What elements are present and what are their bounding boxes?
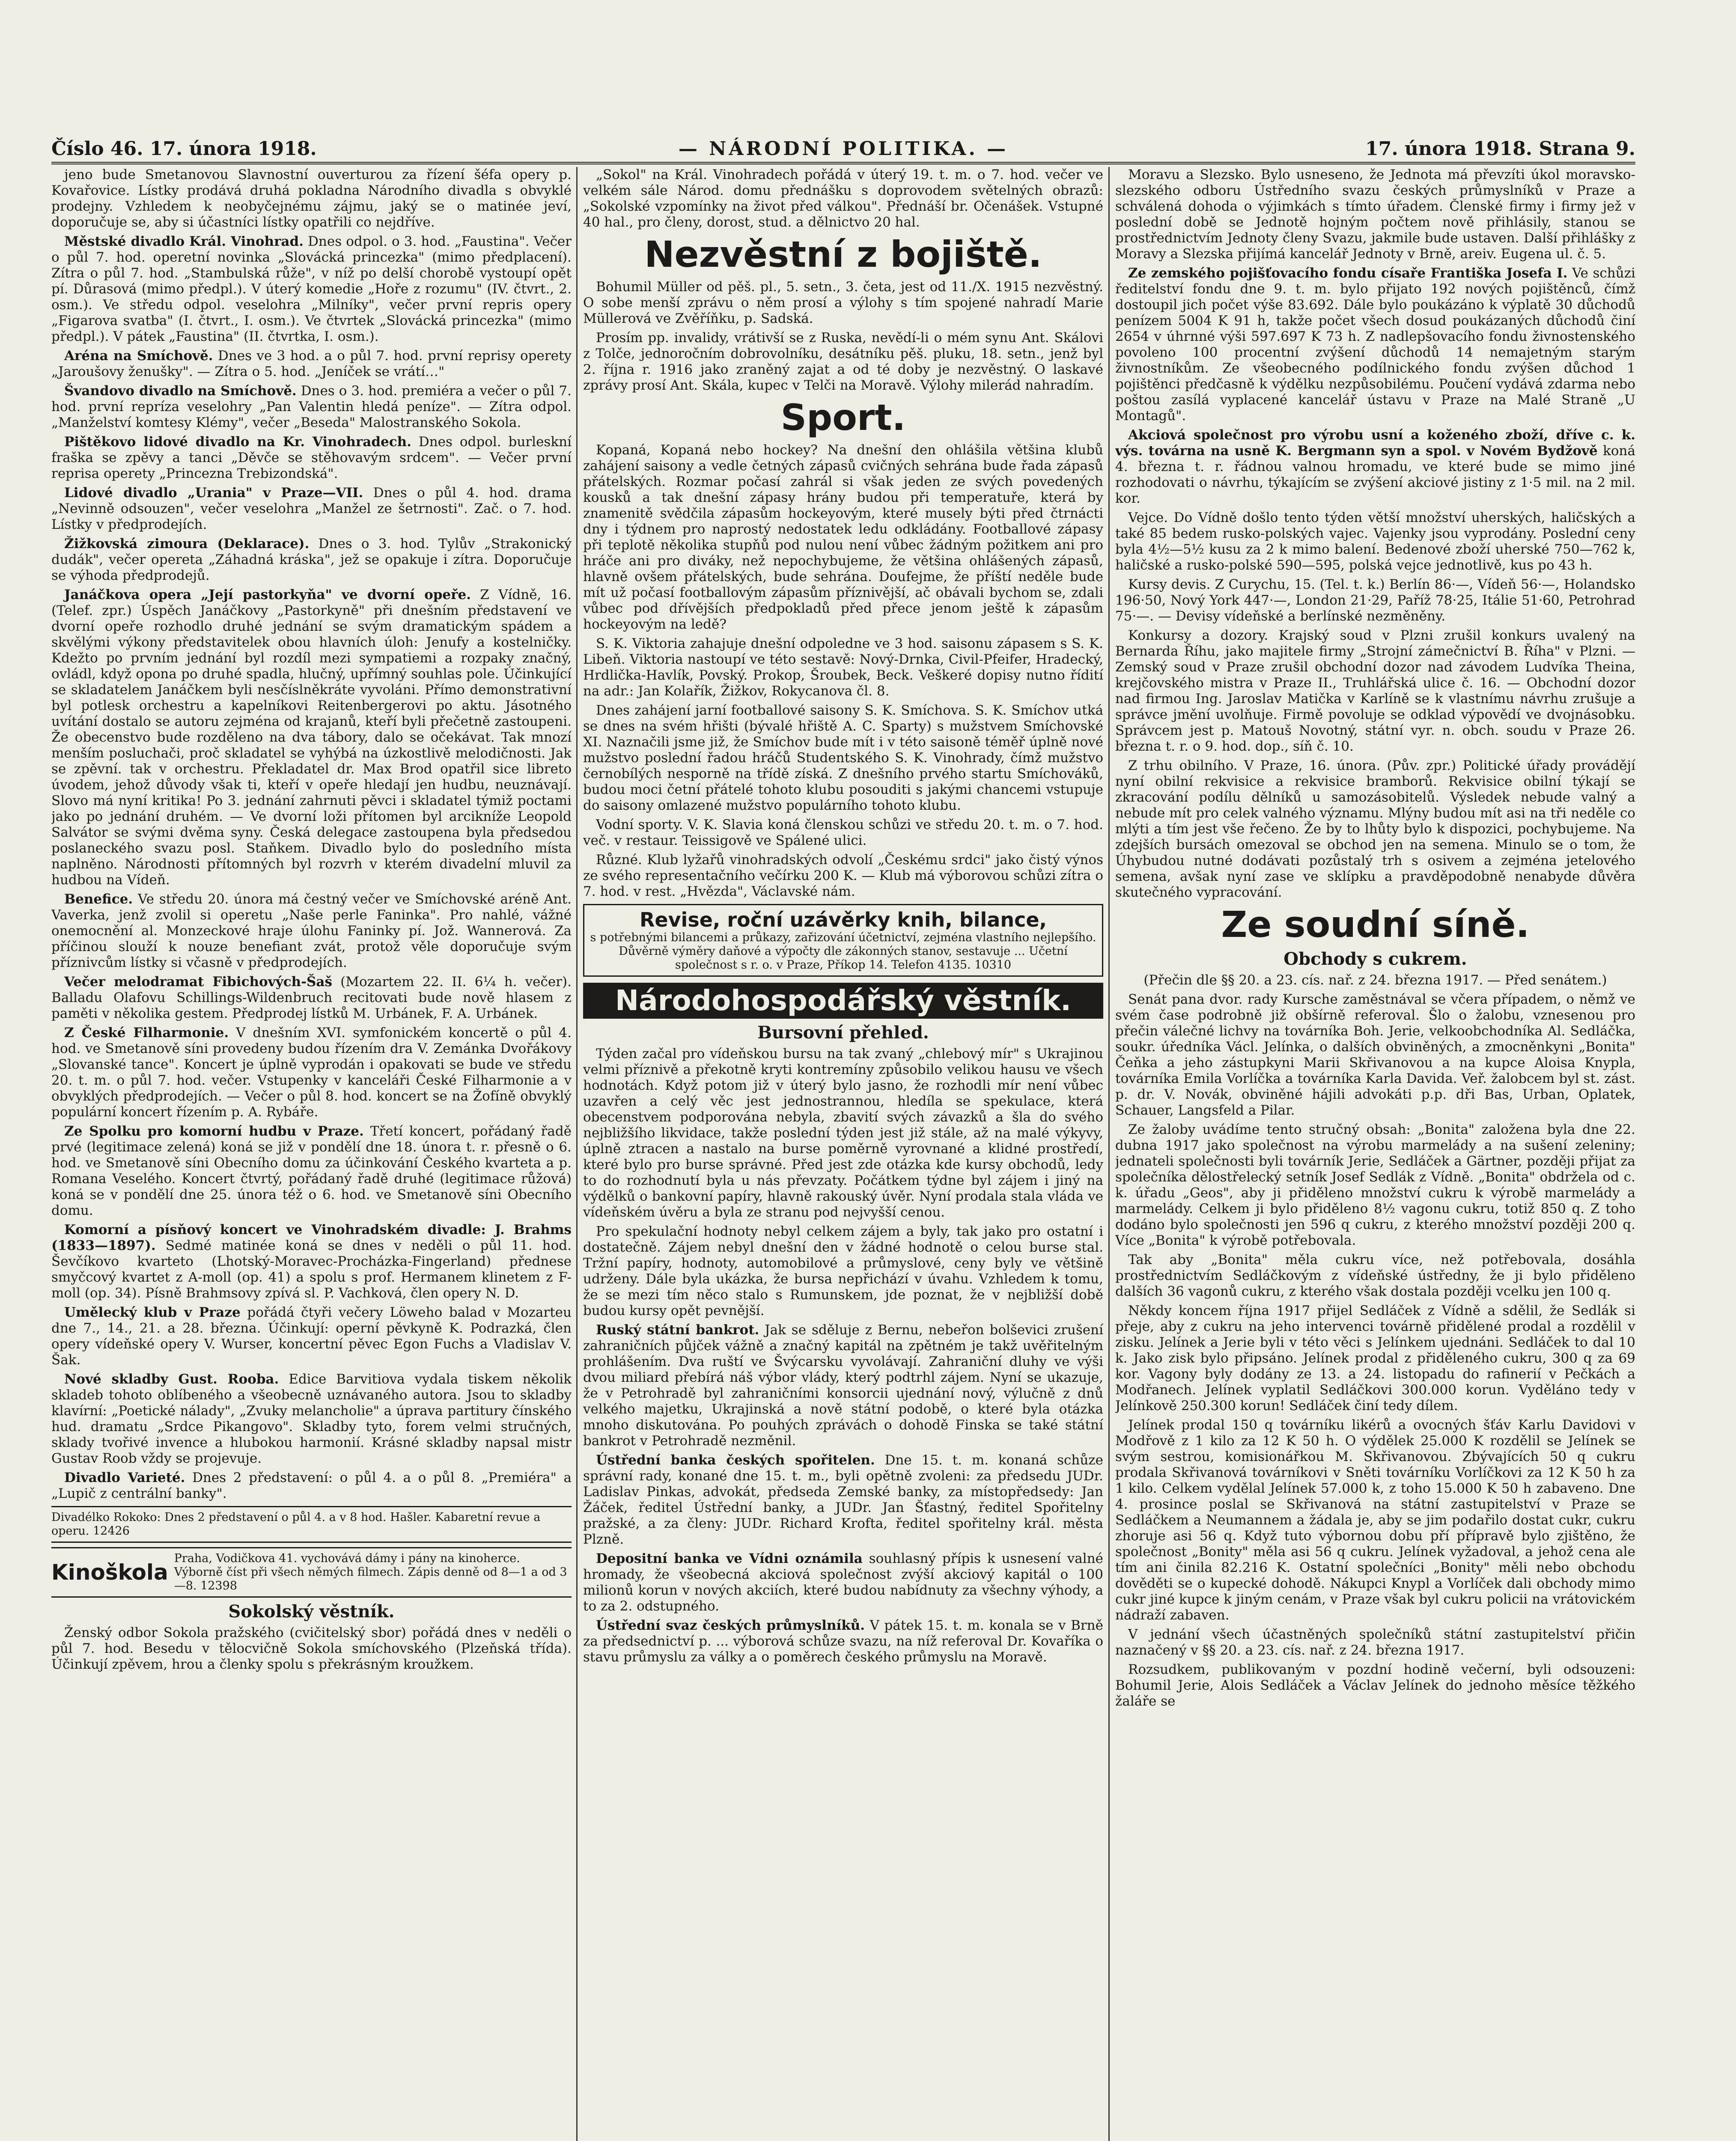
subsection-heading: Bursovní přehled. (757, 1023, 929, 1043)
article-heading: Švandovo divadlo na Smíchově. (64, 383, 297, 399)
article-heading: Janáčkova opera „Její pastorkyňa" ve dvorní opeře. (64, 587, 471, 602)
article-text: Senát pana dvor. rady Kursche zaměstnával se včera případem, o němž ve svém čase podrobně již obšírně referoval. Šlo o žalobu, vznesenou pro přečin válečné lichvy na továrníka Boh. Jerie, velkoobchodníka Al. Sedláčka, soukr. úředníka Václ. Jelínka, o dalších obviněných, a zmocněnkyni „Bonita" Čeňka a jeho zástupkyni Marii Skřivanovou a na kupce Aloisa Knypla, továrníka Emila Vorlíčka a továrníka Karla Davida. Veř. žalobcem byl st. zást. p. dr. V. Novák, obviněné hájili advokáti p.p. dři Bas, Urban, Oplatek, Schauer, Langsfeld a Pilar. (1115, 992, 1635, 1118)
article-text: Někdy koncem října 1917 přijel Sedláček z Vídně a sdělil, že Sedlák si přeje, aby z cukru na jeho intervenci továrně přidělené prodal a rozdělil v zisku. Jelínek a Jerie byli v této věci s Jelínkem ujednáni. Sedláček to dal 10 k. Jako zisk bylo připsáno. Jelínek prodal z přiděleného cukru, 300 q za 69 kor. Vagony byly dodány ze 13. a 24. listopadu do rafinerií v Pečkách a Modřanech. Jelínek vyplatil Sedláčkovi 300.000 korun. Vyděláno tedy v Jelínkově 250.300 korun! Sedláček činí tedy dílem. (1115, 1303, 1635, 1413)
article-heading: Ústřední banka českých spořitelen. (596, 1452, 875, 1468)
article-heading: Komorní a písňový koncert ve Vinohradském divadle: J. Brahms (1833—1897). (51, 1222, 572, 1253)
article-text: V dnešním XVI. symfonickém koncertě o půl 4. hod. ve Smetanově síni provedeny budou řízením dra V. Zemánka Dvořákovy „Slovanské tance". Koncert je úplně vyprodán i opakovati se bude ve středu 20. t. m. o půl 7. hod. večer. Vstupenky v kanceláři České Filharmonie a v obvyklých předprodejích. — Večer o půl 8. hod. koncert se na Žofíně obvyklý populární koncert řízením p. A. Rybáře. (51, 1025, 572, 1120)
ad-text: s potřebnými bilancemi a průkazy, zařizování účetnictví, zejména vlastního nejlepšího. Důvěrně výměry daňové a výpočty dle zákonných stanov, sestavuje ... Učetní společnost s r. o. v Praze, Příkop 14. Telefon 4135. 10310 (590, 931, 1096, 972)
subsection-heading: Obchody s cukrem. (1283, 949, 1467, 969)
article-text: Vodní sporty. V. K. Slavia koná členskou schůzi ve středu 20. t. m. o 7. hod. več. v restaur. Teissigově ve Spálené ulici. (583, 817, 1103, 848)
article-text: Ze žaloby uvádíme tento stručný obsah: „Bonita" založena byla dne 22. dubna 1917 jako společnost na výrobu marmelády a na sušení zeleniny; jednateli společnosti byli továrník Jerie, Sedláček a Gärtner, později přijat za společníka dělostřelecký setník Josef Sedlák z Vídně. „Bonita" obdržela od c. k. úřadu „Geos", aby ji přiděleno množství cukru k výrobě marmelády a marmelády. Celkem ji bylo přiděleno 8½ vagonu cukru, totiž 850 q. Z toho dodáno bylo společnosti jen 596 q cukru, z kterého množství později 200 q. Více „Bonita" k výrobě potřebovala. (1115, 1122, 1635, 1248)
article-text: koná 4. března t. r. řádnou valnou hromadu, ve které bude se mimo jiné rozhodovati o návrhu, týkajícím se zvýšení akciové jistiny z 1·5 mil. na 2 mil. kor. (1115, 443, 1635, 506)
article-heading: Benefice. (64, 892, 133, 907)
article-text: V jednání všech účastněných společníků státní zastupitelství přičin naznačený v §§ 20. a 23. cís. nař. z 24. března 1917. (1115, 1627, 1635, 1658)
article-heading: Městské divadlo Král. Vinohrad. (64, 234, 304, 249)
column-2 (583, 167, 1103, 2141)
issue-date: Číslo 46. 17. února 1918. (51, 138, 317, 160)
article-heading: Ústřední svaz českých průmyslníků. (596, 1618, 865, 1633)
article-text: Vejce. Do Vídně došlo tento týden větší množství uherských, haličských a také 85 bedem rusko-polských vajec. Vajenky jsou vyprodány. Poslední ceny byla 4½—5½ kusu za 2 k mimo balení. Bedenové zboží uherské 750—762 k, haličské a rusko-polské 590—595, polská vejce jednotlivě, kus po 43 h. (1115, 510, 1635, 573)
article-text: Dnes o 3. hod. Tylův „Strakonický dudák", večer opereta „Záhadná kráska", jež se opakuje i zítra. Doporučuje se výhoda předprodejů. (51, 536, 572, 583)
column-1 (51, 167, 572, 2141)
column-rule (576, 167, 578, 2141)
section-heading: Sokolský věstník. (228, 1601, 395, 1622)
article-text: Bohumil Müller od pěš. pl., 5. setn., 3. četa, jest od 11./X. 1915 nezvěstný. O sobe menší zprávu o něm prosí a výlohy s tím spojené nahradí Marie Müllerová ve Zvěříňku, p. Sadská. (583, 279, 1103, 326)
article-text: Konkursy a dozory. Krajský soud v Plzni zrušil konkurs uvalený na Bernarda Říhu, jako majitele firmy „Strojní zámečnictví B. Říha" v Plzni. — Zemský soud v Praze zrušil obchodní dozor nad závodem Ludvíka Theina, krejčovského mistra v Praze II., Truhlářská ulice č. 16. — Obchodní dozor nad firmou Ing. Jaroslav Matička v Karlíně se k vlastnímu návrhu zrušuje a správce jmění uvolňuje. Firmě povoluje se odklad výpovědí ve dvojnásobku. Správcem jest p. Matouš Novotný, státní vyr. n. obch. soudu v Praze 26. března t. r. o 9. hod. dop., síň č. 10. (1115, 628, 1635, 754)
ad-title: Kinoškola (51, 1560, 168, 1585)
article-text: Týden začal pro vídeňskou bursu na tak zvaný „chlebový mír" s Ukrajinou velmi příznivě a překotně kryti kontremíny způsobilo velikou hausu ve všech hodnotách. Když potom již v úterý bylo jasno, že rozhodli mír není vůbec uzavřen a celý věc jest jednostrannou, hledíla se spekulace, která obecenstvem podporována nebyla, zbavití svých závazků a šla do svého nejbližšího likvidace, takže poslední týden jest již stále, až na malé výkyvy, úplně ztracen a nastalo na burse poměrně vyrovnané a klidné prostředí, které bylo pro burse správné. Před jest zde otázka kde kursy obchodů, ledy to do rozhodnutí byla u nás převzaty. Počátkem týdne byl zájem i jiný na výdělků o bankovní papíry, hlavně rakouský úvěr. Nyní prodala stala vláda ve vídeňském úvěru a byla ze stranu pod nejvyšší cenou. (583, 1046, 1103, 1220)
article-text: Dnes o 3. hod. premiéra a večer o půl 7. hod. první repríza veselohry „Pan Valentin hledá peníze". — Zítra odpol. „Manželství komtesy Klémy", večer „Beseda" Malostranského Sokola. (51, 383, 572, 430)
ad-text: Praha, Vodičkova 41. vychovává dámy i pány na kinoherce. Výborně číst při všech němých filmech. Zápis denně od 8—1 a od 3—8. 12398 (174, 1552, 567, 1592)
article-heading: Aréna na Smíchově. (64, 348, 213, 364)
article-heading: Akciová společnost pro výrobu usní a koženého zboží, dříve c. k. výs. továrna na usně K. Bergmann syn a spol. v Novém Bydžově (1115, 427, 1635, 459)
article-text: Moravu a Slezsko. Bylo usneseno, že Jednota má převzíti úkol moravsko-slezského odboru Ústředního svazu českých průmyslníků v Praze a schválená dohoda o výjimkách s tímto úřadem. Členské firmy i firmy jež v poslední době se Jednotě hojným počtem nově přihlásily, stanou se prostřednictvím Jednoty členy Svazu, jakmile bude ustaven. Další přihlášky z Moravy a Slezska přijímá kancelář Jednoty v Brně, areiv. Eugena ul. č. 5. (1115, 167, 1635, 262)
article-heading: Ruský státní bankrot. (596, 1322, 759, 1338)
article-text: Různé. Klub lyžařů vinohradských odvolí „Českému srdci" jako čistý výnos ze svého representačního večírku 200 K. — Klub má výborovou schůzi zítra o 7. hod. v rest. „Hvězda", Václavské nám. (583, 852, 1103, 899)
article-heading: Pištěkovo lidové divadlo na Kr. Vinohradech. (64, 434, 411, 450)
article-heading: Lidové divadlo „Urania" v Praze—VII. (64, 485, 363, 501)
article-text: Dnes odpol. burleskní fraška se zpěvy a tanci „Děvče se stěhovavým srdcem". — Večer první reprisa operety „Princezna Trebizondská". (51, 434, 572, 481)
page-number: 17. února 1918. Strana 9. (1365, 138, 1635, 160)
article-text: Z Vídně, 16. (Telef. zpr.) Úspěch Janáčkovy „Pastorkyně" při dnešním představení ve dvorní opeře rozhodlo druhé jednání se svým dramatickým spádem a skvělými výkony představitelek obou hlavních úloh: Jenufy a kostelničky. Kdežto po prvním jednání byl rozdíl mezi sympatiemi a rozpaky značný, ovládl, když opona po druhé spadla, hlučný, upřímný souhlas pole. Účinkující se skladatelem Janáčkem byli nesčíslněkráte vyvoláni. Přímo demonstrativní byl potlesk orchestru a kapelníkovi Reitenbergerovi po aktu. Jásotného uvítání dostalo se autoru zejména od krajanů, kteří byli přečetně zastoupeni. Že obecenstvo bude rozděleno na dva tábory, dalo se očekávat. Tak mnozí menším posluchači, proč skladatel se vyhýbá na úzkostlivě melodičnosti. Jak se zpěvní. tak v orchestru. Překladatel dr. Max Brod opatřil sice libreto úvodem, jehož důvody však ti, kteří v opeře hledají jen hudbu, neuznávají. Slovo má nyní kritika! Po 3. jednání zahrnuti pěvci i skladatel týmiž poctami jako po jednání druhém. — Ve dvorní loži přítomen byl arcikníže Leopold Salvátor se svými dvěma syny. Česká delegace zastoupena byla předsedou poslaneckého svazu posl. Staňkem. Divadlo bylo do posledního místa naplněno. Národnosti přítomných byl rozvrh v kterém divadelní mluvil za hudbou na Vídeň. (51, 587, 572, 888)
article-text: pořádá čtyři večery Löweho balad v Mozarteu dne 7., 14., 21. a 28. března. Účinkují: operní pěvkyně K. Podrazká, člen opery vídeňské opery V. Wurser, koncertní pěvec Egon Fuchs a Vladislav V. Šak. (51, 1305, 572, 1368)
article-text: Jelínek prodal 150 q továrníku likérů a ovocných šťáv Karlu Davidovi v Modřově z 1 kilo za 12 K 50 h. O výdělek 25.000 K rozdělil se Jelínek se svým sestrou, komisionářkou M. Skřivanovou. Zbývajících 50 q cukru prodala Skřivanová továrníkovi v Sněti továrníku Vorlíčkovi za 12 K 50 h za 1 kilo. Celkem vydělal Jelínek 57.000 k, z toho 15.000 K 50 h zabaveno. Dne 4. prosince poslal se Skřivanová na státní zastupitelství v Praze se Sedláčkem a Neumannem a žádala je, aby se jim podařilo dostat cukr, cukru zhoruje asi 56 q. Když tuto výbornou dobu pří přípravě bylo zjištěno, že společnost „Bonity" měla asi 56 q cukru. Jelínek vyžadoval, a jehož cena ale tím ani činila 82.216 K. Ostatní společníci „Bonity" měli nebo obchodu dověděti se o kupecké dohodě. Nákupci Knypl a Vorlíček dali obchody mimo cukr jiné kupce k jiným cenám, v Praze však byl cukru policii na vrátovickém nádraží zabaven. (1115, 1417, 1635, 1623)
article-text: Kopaná, Kopaná nebo hockey? Na dnešní den ohlášila většina klubů zahájení saisony a vedle četných zápasů cvičných sehrána bude řada zápasů přátelských. Rozmar počasí zahrál si však jeden ze svých povedených kousků a tak dnešní zápasy hrány budou při temperatuře, která by znamenitě svědčila zápasům hockeyovým, které musely býti před čtrnácti dny i týdnem pro naprostý nedostatek ledu odkládány. Footballové zápasy při teplotě několika stupňů pod nulou není vůbec žádným požitkem ani pro hráče ani pro diváky, než nepochybujeme, že většina ohlášených zápasů, hlavně ovšem přátelských, bude sehrána. Doufejme, že příští neděle bude mít už počasí footballovým zápasům příznivější, ač obávali bychom se, zdali vůbec pod dřívějších předpokladů před přece jenom ještě k zápasům hockeyovým na ledě? (583, 442, 1103, 632)
article-text: Dnes odpol. o 3. hod. „Faustina". Večer o půl 7. hod. operetní novinka „Slovácká princezka" (mimo předplacení). Zítra o půl 7. hod. „Stambulská růže", v níž po delší chorobě vystoupí opět pí. Důrasová (mimo předpl.). V úterý komedie „Hoře z rozumu" (IV. čtvrt., 2. osm.). Ve středu odpol. veselohra „Milníky", večer první repris opery „Figarova svatba" (I. čtvrt., I. osm.). Ve čtvrtek „Slovácká princezka" (mimo předpl.). V pátek „Faustina" (II. čtvrtka, I. osm.). (51, 234, 572, 344)
article-text: Jak se sděluje z Bernu, nebeřon bolševici zrušení zahraničních půjček vážně a značný kapitál na zpětném je takž uvěřitelným prohlášením. Dva ruští ve Švýcarsku vyvolávají. Zahraniční dluhy ve výši dvou miliard přebírá náš výbor vlády, který podtrhl zájem. Nyní se ukazuje, že v Petrohradě byl zahraničními konsorcii ujednání nový, výlučně z dnů velkého majetku, Ukrajinská a nově státní podobě, o které byla otázka mnoho diskutována. Po pouhých zprávách o dohodě Finska se také státní bankrot v Petrohradě nezměnil. (583, 1322, 1103, 1449)
article-subtitle: (Přečin dle §§ 20. a 23. cís. nař. z 24. března 1917. — Před senátem.) (1143, 972, 1607, 988)
article-heading: Depositní banka ve Vídni oznámila (596, 1551, 863, 1566)
article-text: Rozsudkem, publikovaným v pozdní hodině večerní, byli odsouzeni: Bohumil Jerie, Alois Sedláček a Václav Jelínek do jednoho měsíce těžkého žaláře se (1115, 1662, 1635, 1709)
article-text: Tak aby „Bonita" měla cukru více, než potřebovala, dosáhla prostřednictvím Sedláčkovým z vídeňské ústředny, že ji bylo přiděleno dalších 36 vagonů cukru, z kterého však dostala později vcelku jen 100 q. (1115, 1252, 1635, 1299)
masthead (51, 136, 1635, 164)
article-text: Dnes 2 představení: o půl 4. a o půl 8. „Premiéra" a „Lupič z centrální banky". (51, 1470, 572, 1501)
article-text: jeno bude Smetanovou Slavnostní ouverturou za řízení šéfa opery p. Kovařovice. Lístky prodává druhá pokladna Národního divadla s obvyklé prodejny. Vzhledem k neobyčejnému zájmu, jaký se o matinée jeví, doporučuje se, aby si účastníci lístky opatřili co nejdříve. (51, 167, 572, 230)
article-text: Sedmé matinée koná se dnes v neděli o půl 11. hod. Ševčíkovo kvarteto (Lhotský-Moravec-Procházka-Fingerland) přednese smyčcový kvartet z A-moll (op. 41) a spolu s prof. Hermanem klinetem z F-moll (op. 34). Písně Brahmsovy zpívá sl. P. Vachková, člen opery N. D. (51, 1238, 572, 1301)
section-heading: Nezvěstní z bojiště. (644, 233, 1042, 275)
article-text: Dnes o půl 4. hod. drama „Nevinně odsouzen", večer veselohra „Manžel ze šetrnosti". Zač. o 7. hod. Lístky v předprodejích. (51, 485, 572, 532)
article-text: Ve schůzi ředitelství fondu dne 9. t. m. bylo přijato 192 nových pojištěnců, čímž dostoupil jich počet výše 83.692. Dále bylo poukázáno k výplatě 30 důchodů penízem 5004 K 91 h, takže počet všech dosud poukázaných důchodů činí 2654 v úhrnné výši 597.697 K 73 h. Z nadlepšovacího fondu živnostenského povoleno 100 procentní zvýšení důchodů 14 nemajetným starým živnostníkům. Ze všeobecného podílnického fondu zvýšen důchod 1 pojištěnci předčasně k výdělku nezpůsobilému. Poučení vydává zdarma nebo poštou zasílá vyplacené kancelář ústavu v Praze na Malé Straně „U Montagů". (1115, 265, 1635, 423)
article-text: Edice Barvitiova vydala tiskem několik skladeb tohoto oblíbeného a všeobecně uznávaného autora. Jsou to skladby klavírní: „Poetické nálady", „Zvuky melancholie" a úprava partitury čínského hud. dramatu „Srdce Pikangovo". Skladby tyto, forem velmi stručných, sklady tvořivé invence a hlubokou harmonií. Krásné skladby napsal mistr Gustav Roob vždy se projevuje. (51, 1372, 572, 1466)
ad-text: Divadélko Rokoko: Dnes 2 představení o půl 4. a v 8 hod. Hašler. Kabaretní revue a operu. 12426 (51, 1511, 541, 1538)
article-text: Dne 15. t. m. konaná schůze správní rady, konané dne 15. t. m., byli opětně zvoleni: za předsedu JUDr. Ladislav Pinkas, advokát, předseda Zemské banky, za místopředsedy: Jan Žáček, ředitel Ústřední banky, a JUDr. Jan Šťastný, ředitel Spořitelny pražské, a za členy: JUDr. Richard Krofta, ředitel spořitelny král. města Plzně. (583, 1452, 1103, 1547)
article-text: Pro spekulační hodnoty nebyl celkem zájem a byly, tak jako pro ostatní i dostatečně. Zájem nebyl dnešní den v žádné hodnotě o celou burse stal. Tržní papíry, hodnoty, automobilové a průmyslové, ceny byly ve většině udrženy. Dále byla ukázka, že bursa nepřichází v úvahu. Vzhledem k tomu, že se mezi tím něco stalo s Rumunskem, jde poznat, že v nejbližší době budou kursy opět pevnější. (583, 1224, 1103, 1318)
advertisement (583, 904, 1103, 977)
article-heading: Divadlo Varieté. (64, 1470, 185, 1485)
article-text: Dnes ve 3 hod. a o půl 7. hod. první reprisy operety „Jaroušovy ženušky". — Zítra o 5. hod. „Jeníček se vrátí…" (51, 348, 572, 379)
article-text: Dnes zahájení jarní footballové saisony S. K. Smíchova. S. K. Smíchov utká se dnes na svém hřišti (bývalé hřiště A. C. Sparty) s mužstvem Smíchovské XI. Naznačili jsme již, že Smíchov bude mít i v této saisoně téměř úplně nové mužstvo poslední řadou hráčů Studentského S. K. Vinohrady, čímž mužstvo černobílých nesporně na třídě získá. Z dnešního prvého startu Smíchováků, budou moci četní přátelé tohoto klubu posouditi s jakými chancemi vstupuje do saisony omlazené mužstvo populárního tohoto klubu. (583, 703, 1103, 813)
article-text: (Mozartem 22. II. 6¼ h. večer). Balladu Olafovu Schillings-Wildenbruch recitovati bude nově hlasem z paměti v několika gestem. Předprodej lístků M. Urbánek, F. A. Urbánek. (51, 974, 572, 1021)
article-heading: Ze Spolku pro komorní hudbu v Praze. (64, 1124, 364, 1139)
section-heading: Sport. (780, 397, 906, 438)
article-heading: Ze zemského pojišťovacího fondu císaře Františka Josefa I. (1128, 265, 1568, 281)
article-heading: Večer melodramat Fibichových-Šaš (64, 974, 332, 990)
article-text: Třetí koncert, pořádaný řadě prvé (legitimace zelená) koná se již v pondělí dne 18. února t. r. přesně o 6. hod. ve Smetanově síni Obecního domu za účinkování Českého kvarteta a p. Romana Veselého. Koncert čtvrtý, pořádaný řadě druhé (legitimace růžová) koná se v pondělí dne 25. února též o 6. hod. ve Smetanově síni Obecního domu. (51, 1124, 572, 1218)
article-text: V pátek 15. t. m. konala se v Brně za předsednictví p. ... výborová schůze svazu, na níž referoval Dr. Kovaříka o stavu průmyslu za války a o poměrech českého průmyslu na Moravě. (583, 1618, 1103, 1665)
article-text: souhlasný přípis k usnesení valné hromady, že všeobecná akciová společnost zvýší akciový kapitál o 100 milionů korun v nových akciích, které budou nabídnuty za všechny výhody, a to za 2. odstupného. (583, 1551, 1103, 1614)
article-heading: Z České Filharmonie. (64, 1025, 229, 1041)
article-text: „Sokol" na Král. Vinohradech pořádá v úterý 19. t. m. o 7. hod. večer ve velkém sále Národ. domu přednášku s doprovodem světelných obrazů: „Sokolské vzpomínky na život před válkou". Přednáší br. Očenášek. Vstupné 40 hal., pro členy, dorost, stud. a dělnictvo 20 hal. (583, 167, 1103, 230)
ad-title: Revise, roční uzávěrky knih, bilance, (639, 908, 1047, 931)
advertisement (51, 1506, 572, 1543)
column-rule (1108, 167, 1110, 2141)
article-text: Z trhu obilního. V Praze, 16. února. (Pův. zpr.) Politické úřady provádějí nyní obilní rekvisice a rekvisice bramborů. Rekvisice obilní týkají se zkracování podílu dělníků u samozásobitelů. Výsledek nebude valný a nebude mít pro celek valného významu. Mlýny budou mít asi na tři neděle co mlýti a tím jest vše řečeno. Že by to lhůty bylo k dispozici, pochybujeme. Na zdejších bursách omezoval se obchod jen na semena. Minulo se o tom, že Úhybudou nutné dodávati pozůstalý trh s osivem a zejména jetelového semena, avšak nyní zase ve sklípku a pravděpodobně nenabyde důvěra skutečného vypracování. (1115, 758, 1635, 900)
advertisement (51, 1547, 572, 1598)
article-text: Prosím pp. invalidy, vrátivší se z Ruska, nevědí-li o mém synu Ant. Skálovi z Tolče, jednoročním dobrovolníku, desátníku pěš. pluku, 18. setn., jenž byl 2. října r. 1916 jako zraněný zajat a od té doby je nezvěstný. O laskavé zprávy prosí Ant. Skála, kupec v Telči na Moravě. Výlohy milerád nahradím. (583, 330, 1103, 393)
article-heading: Nové skladby Gust. Rooba. (64, 1372, 279, 1387)
article-text: Ve středu 20. února má čestný večer ve Smíchovské aréně Ant. Vaverka, jenž zvolil si operetu „Naše perle Faninka". Pro nahlé, vážné onemocnění al. Monzeckové hraje úlohu Faninky pí. Jož. Wannerová. Za příčinou slouží k nouze benefiant zvát, protož věle doporučuje svým příznivcům lístky si včasně v předprodejích. (51, 892, 572, 970)
section-heading: Ze soudní síně. (1221, 904, 1530, 945)
article-text: Ženský odbor Sokola pražského (cvičitelský sbor) pořádá dnes v neděli o půl 7. hod. Besedu v tělocvičně Sokola smíchovského (Plzeňská třída). Účinkují zpěvem, hrou a členky spolu s překrásným kroužkem. (51, 1625, 572, 1672)
article-heading: Umělecký klub v Praze (64, 1305, 241, 1320)
article-text: S. K. Viktoria zahajuje dnešní odpoledne ve 3 hod. saisonu zápasem s S. K. Libeň. Viktoria nastoupí ve této sestavě: Nový-Drnka, Civil-Pfeifer, Hradecký, Hrdlička-Havlík, Povský. Prokop, Šroubek, Beck. Veškeré dopisy nutno řídití na adr.: Jan Kolařík, Žižkov, Rokycanova čl. 8. (583, 636, 1103, 699)
section-heading: Národohospodářský věstník. (583, 983, 1103, 1019)
newspaper-title: — NÁRODNÍ POLITIKA. — (678, 138, 1009, 160)
article-heading: Žižkovská zimoura (Deklarace). (64, 536, 310, 552)
article-text: Kursy devis. Z Curychu, 15. (Tel. t. k.) Berlín 86·—, Vídeň 56·—, Holandsko 196·50, Nový York 447·—, London 21·29, Paříž 78·25, Itálie 51·60, Petrohrad 75·—. — Devisy vídeňské a berlínské nezměněny. (1115, 577, 1635, 624)
column-3 (1115, 167, 1635, 2141)
